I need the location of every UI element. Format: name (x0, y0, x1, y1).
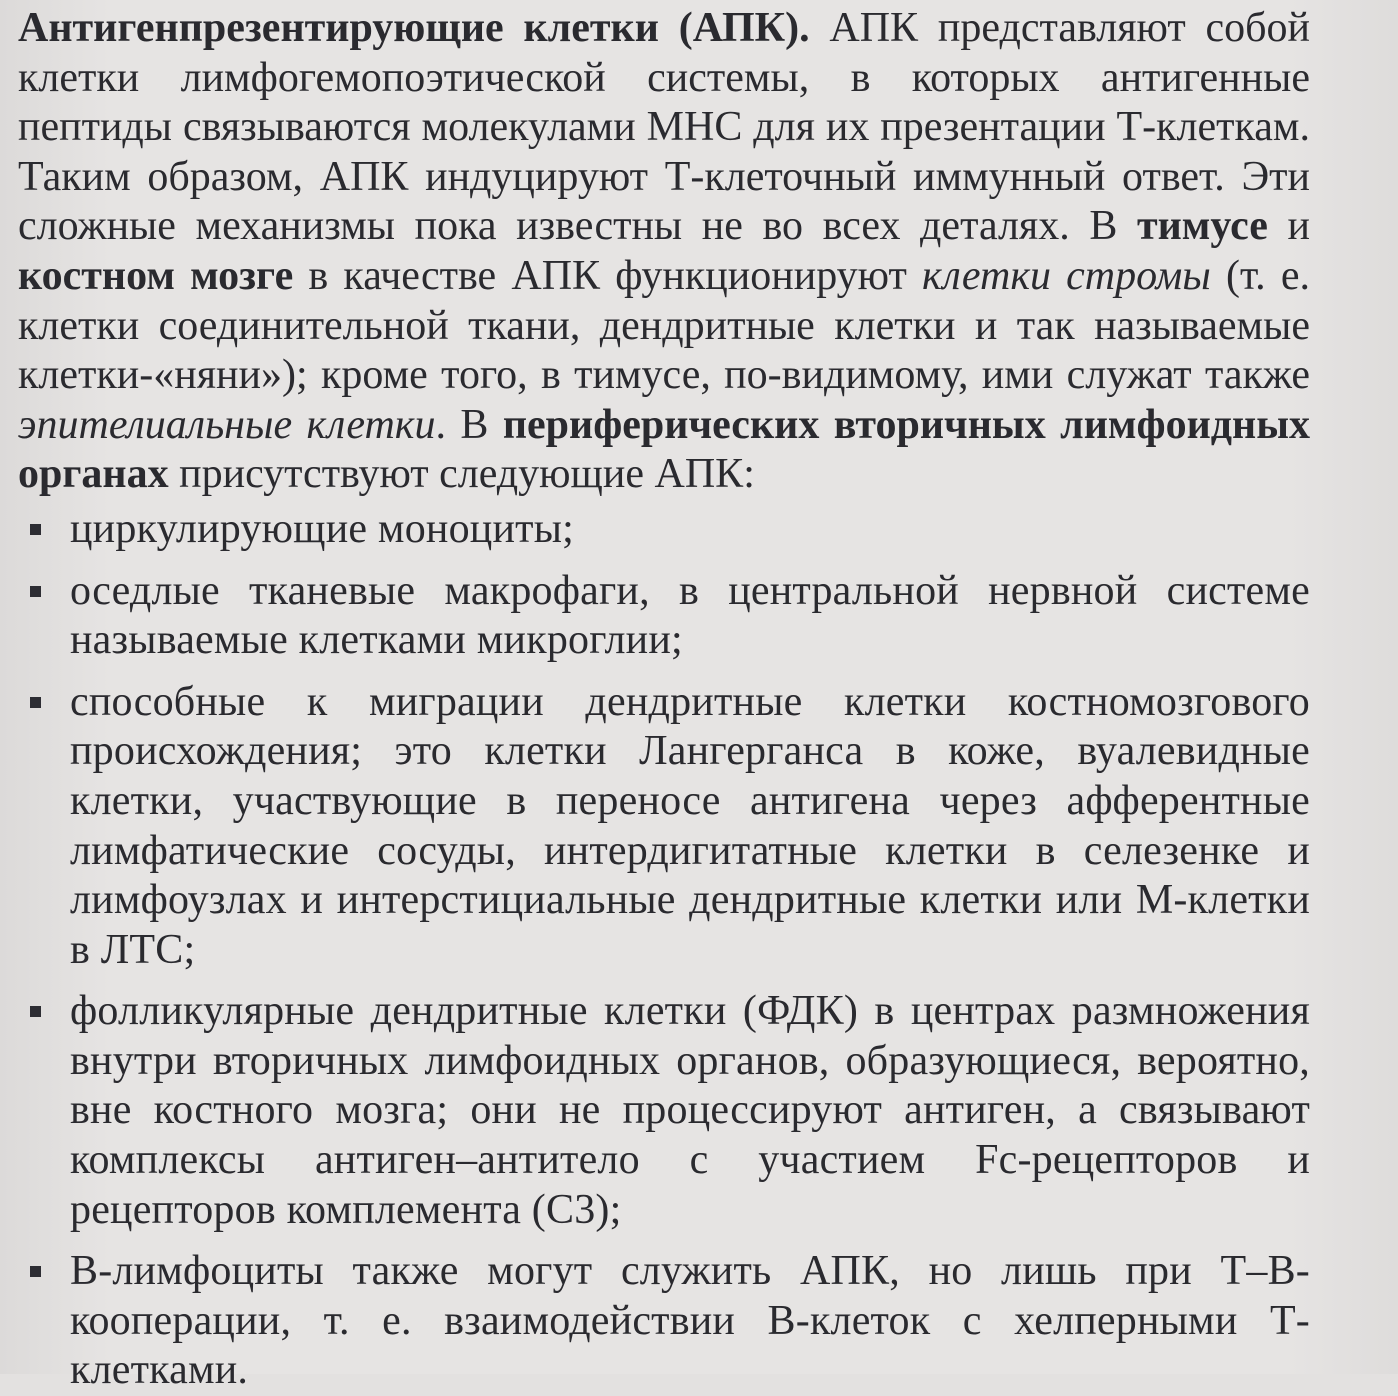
intro-text-6: присутствуют следующие АПК: (168, 451, 755, 498)
bullet-square-icon (30, 524, 41, 535)
intro-text-2: и (1267, 203, 1311, 250)
list-item (18, 987, 1310, 1235)
list-item-text: циркулирующие моноциты; (70, 505, 574, 552)
list-item-text: способные к миграции дендритные клетки костномозгового происхождения; это клетки Лангерганса в коже, вуалевидные клетки, участвующие в переносе антигена через афферентные лимфатические сосуды, интердигитатные клетки в селезенке и лимфоузлах и интерстициальные дендритные клетки или М-клетки в ЛТС; (70, 678, 1310, 973)
term-apc: Антигенпрезентирующие клетки (АПК). (18, 5, 810, 51)
term-thymus: тимусе (1136, 203, 1268, 250)
bullet-square-icon (30, 1006, 41, 1017)
term-stroma-cells: клетки стромы (922, 252, 1211, 299)
intro-paragraph (18, 4, 1310, 500)
list-item-text: оседлые тканевые макрофаги, в центральной нервной системе называемые клетками микроглии; (70, 567, 1310, 664)
list-item-text: В-лимфоциты также могут служить АПК, но лишь при Т–В-кооперации, т. е. взаимодействии В-клеток с хелперными Т-клетками. (70, 1248, 1310, 1394)
intro-text-1: АПК представляют собой клетки лимфогемопоэтической системы, в которых антигенные пептиды связываются молекулами МНС для их презентации Т-клеткам. Таким образом, АПК индуцируют Т-клеточный иммунный ответ. Эти сложные механизмы пока известны не во всех деталях. В (18, 5, 1310, 250)
bullet-square-icon (30, 1266, 41, 1277)
term-bone-marrow: костном мозге (18, 252, 294, 299)
intro-text-4: (т. е. клетки соединительной ткани, дендритные клетки и так называемые клетки-«няни»); кроме того, в тимусе, по-видимому, ими служат также (18, 252, 1310, 399)
list-item (18, 678, 1310, 976)
list-item (18, 567, 1310, 666)
intro-text-3: в качестве АПК функционируют (293, 252, 923, 299)
list-item-text: фолликулярные дендритные клетки (ФДК) в центрах размножения внутри вторичных лимфоидных органов, образующиеся, вероятно, вне костного мозга; они не процессируют антиген, а связывают комплексы антиген–антитело с участием Fc-рецепторов и рецепторов комплемента (С3); (70, 988, 1310, 1233)
term-epithelial-cells: эпителиальные клетки (18, 401, 436, 448)
list-item (18, 505, 1310, 555)
bullet-square-icon (30, 697, 41, 708)
apc-list (18, 505, 1310, 1396)
term-peripheral-organs: периферических вторичных лимфоидных органах (18, 401, 1311, 498)
intro-text-5: . В (435, 401, 503, 448)
bullet-square-icon (30, 586, 41, 597)
